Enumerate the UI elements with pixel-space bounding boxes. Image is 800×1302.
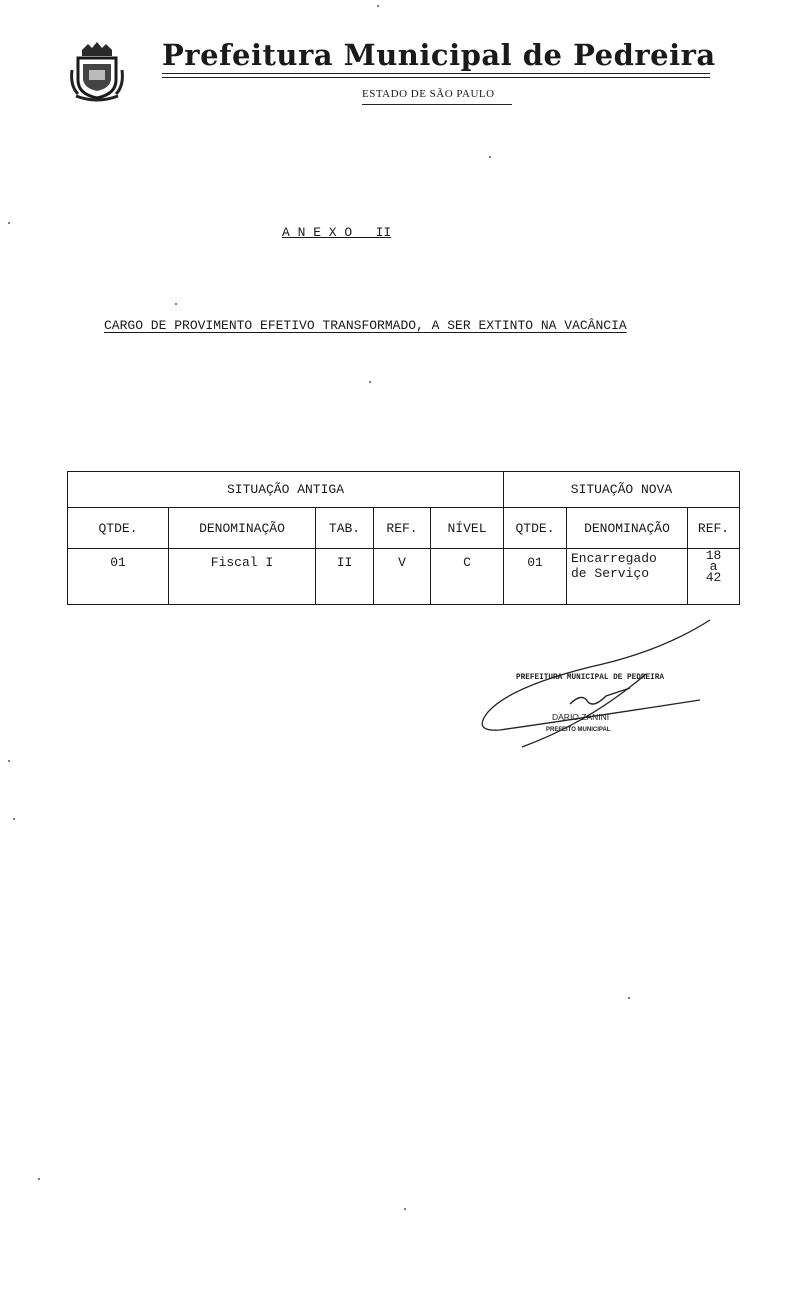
table-caption: CARGO DE PROVIMENTO EFETIVO TRANSFORMADO, A SER EXTINTO NA VACÂNCIA [104,318,627,333]
col-header-old-nivel: NÍVEL [431,508,504,549]
scan-speck [38,1178,40,1180]
svg-text:DARIO ZANINI: DARIO ZANINI [552,712,610,722]
scan-speck [489,156,491,158]
municipal-crest-icon [68,40,126,102]
letterhead-rule [162,73,710,74]
scan-speck [8,222,10,224]
col-header-new-ref: REF. [688,508,740,549]
annex-heading: A N E X O II [282,225,392,240]
group-header-old: SITUAÇÃO ANTIGA [68,472,504,508]
cell-old-tab: II [316,549,374,605]
ref-separator: a [709,559,718,574]
col-header-old-ref: REF. [374,508,431,549]
ref-to: 42 [705,570,722,585]
scan-speck [628,997,630,999]
table-header-row [68,508,740,549]
cell-new-denominacao-line1: Encarregado [571,551,657,566]
subtitle-underline [362,104,512,105]
scan-speck [377,5,379,7]
cell-new-denominacao-line2: de Serviço [571,566,650,581]
col-header-old-denominacao: DENOMINAÇÃO [169,508,316,549]
letterhead-subtitle: ESTADO DE SÃO PAULO [362,88,495,100]
ref-from: 18 [705,548,722,563]
cell-new-ref [688,549,740,605]
scan-speck [369,381,371,383]
group-header-new: SITUAÇÃO NOVA [504,472,740,508]
col-header-old-tab: TAB. [316,508,374,549]
table-row [68,549,740,605]
cell-new-qtde: 01 [504,549,567,605]
col-header-old-qtde: QTDE. [68,508,169,549]
positions-table [67,471,740,605]
letterhead-rule-lower [162,77,710,78]
scan-speck [175,303,177,305]
col-header-new-denominacao: DENOMINAÇÃO [567,508,688,549]
scan-speck [13,818,15,820]
cell-old-nivel: C [431,549,504,605]
scan-speck [8,760,10,762]
cell-old-ref: V [374,549,431,605]
mayor-signature-stamp [470,612,720,757]
svg-text:PREFEITO MUNICIPAL: PREFEITO MUNICIPAL [546,727,611,733]
scan-speck [404,1208,406,1210]
cell-old-denominacao: Fiscal I [169,549,316,605]
cell-new-denominacao [567,549,688,605]
letterhead-title: Prefeitura Municipal de Pedreira [162,38,716,72]
cell-old-qtde: 01 [68,549,169,605]
col-header-new-qtde: QTDE. [504,508,567,549]
svg-text:PREFEITURA MUNICIPAL DE PEDREI: PREFEITURA MUNICIPAL DE PEDREIRA [516,673,665,682]
table-group-row [68,472,740,508]
